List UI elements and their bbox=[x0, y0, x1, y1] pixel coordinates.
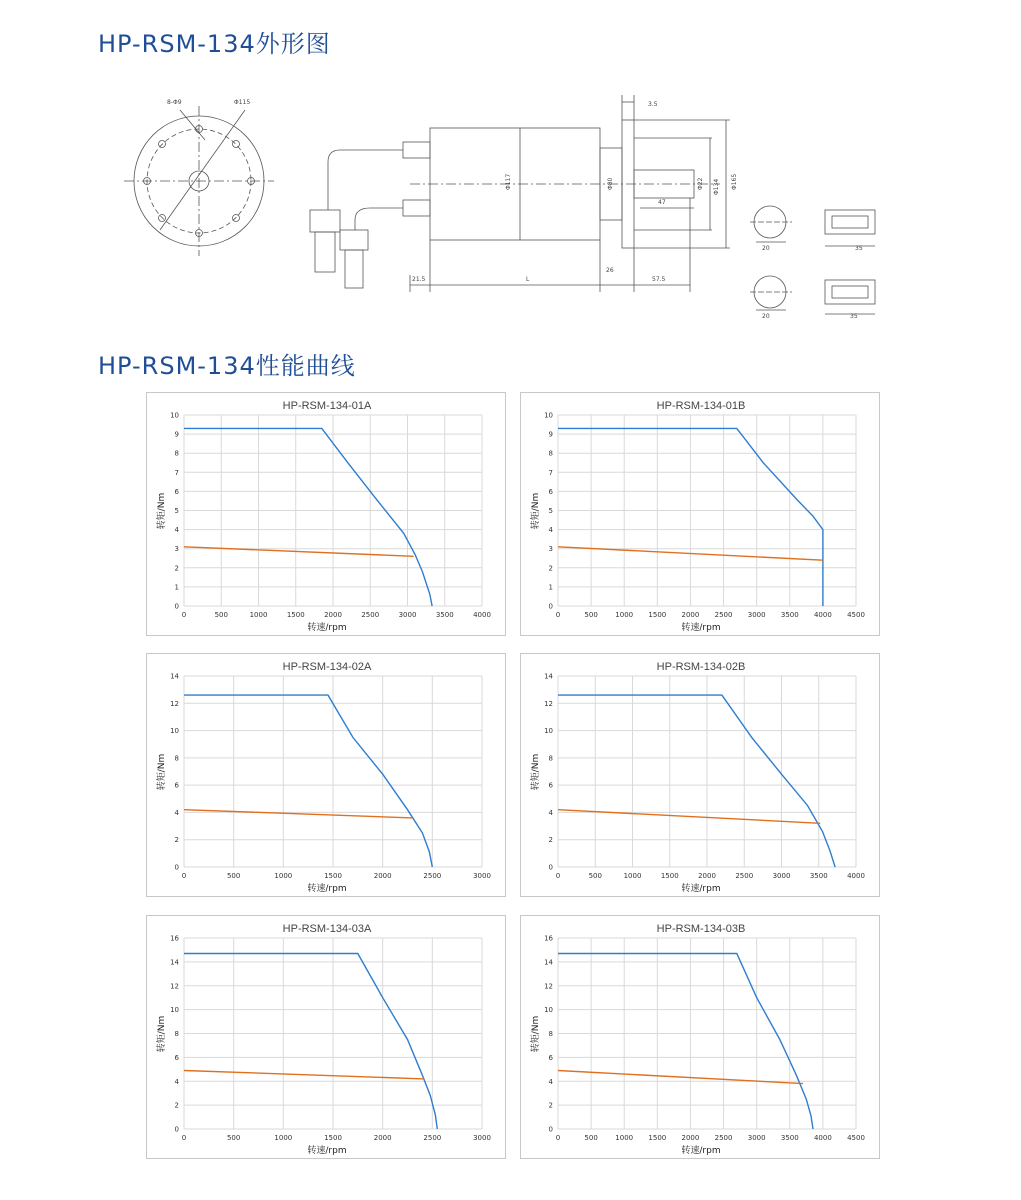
x-tick-label: 0 bbox=[181, 872, 187, 880]
y-tick-label: 14 bbox=[170, 672, 179, 681]
chart-title: HP-RSM-134-02A bbox=[282, 661, 372, 673]
y-tick-label: 6 bbox=[174, 1053, 179, 1062]
x-tick-label: 0 bbox=[181, 611, 187, 619]
y-tick-label: 0 bbox=[548, 602, 553, 611]
x-tick-label: 4500 bbox=[847, 1134, 865, 1142]
x-tick-label: 1500 bbox=[648, 611, 667, 619]
y-tick-label: 12 bbox=[170, 699, 179, 708]
y-tick-label: 5 bbox=[174, 507, 179, 515]
shaft-key-details bbox=[750, 206, 875, 320]
x-tick-label: 3000 bbox=[747, 611, 766, 619]
x-tick-label: 3000 bbox=[747, 1134, 766, 1142]
x-tick-label: 1000 bbox=[615, 1134, 634, 1142]
x-tick-label: 2000 bbox=[373, 872, 392, 880]
x-tick-label: 2000 bbox=[681, 1134, 700, 1142]
body-dia-label: Φ117 bbox=[505, 173, 512, 190]
shaft-dia-label: Φ22 bbox=[697, 177, 704, 190]
y-tick-label: 10 bbox=[544, 411, 553, 420]
y-tick-label: 16 bbox=[544, 934, 553, 943]
chart-title: HP-RSM-134-01B bbox=[656, 400, 746, 412]
x-axis-label: 转速/rpm bbox=[307, 623, 347, 633]
x-tick-label: 1000 bbox=[274, 872, 293, 880]
y-tick-label: 10 bbox=[544, 1006, 553, 1015]
y-tick-label: 4 bbox=[174, 808, 179, 817]
x-tick-label: 500 bbox=[584, 611, 598, 619]
y-axis-label: 转矩/Nm bbox=[157, 753, 167, 791]
series-line-continuous bbox=[184, 1071, 424, 1079]
x-tick-label: 0 bbox=[555, 611, 561, 619]
x-tick-label: 500 bbox=[214, 611, 228, 619]
y-tick-label: 9 bbox=[174, 430, 179, 439]
chart-svg bbox=[147, 916, 507, 1160]
y-tick-label: 12 bbox=[544, 699, 553, 708]
y-tick-label: 10 bbox=[170, 1006, 179, 1015]
y-tick-label: 2 bbox=[548, 836, 553, 845]
x-tick-label: 500 bbox=[584, 1134, 598, 1142]
x-tick-label: 2500 bbox=[423, 1134, 442, 1142]
x-tick-label: 2500 bbox=[423, 872, 442, 880]
x-tick-label: 1500 bbox=[286, 611, 305, 619]
x-axis-label: 转速/rpm bbox=[681, 884, 721, 894]
key-c-label: 20 bbox=[762, 313, 770, 320]
key-a-label: 20 bbox=[762, 245, 770, 252]
chart-svg bbox=[521, 654, 881, 898]
x-tick-label: 4500 bbox=[847, 611, 865, 619]
chart-svg bbox=[147, 654, 507, 898]
y-tick-label: 3 bbox=[174, 545, 179, 554]
x-tick-label: 0 bbox=[555, 1134, 561, 1142]
x-tick-label: 1000 bbox=[615, 611, 634, 619]
y-tick-label: 7 bbox=[548, 468, 553, 477]
chart-svg bbox=[521, 916, 881, 1160]
x-tick-label: 2000 bbox=[698, 872, 716, 880]
x-axis-label: 转速/rpm bbox=[307, 884, 347, 894]
y-tick-label: 14 bbox=[544, 958, 553, 967]
y-axis-label: 转矩/Nm bbox=[531, 1015, 541, 1053]
y-tick-label: 6 bbox=[174, 487, 179, 496]
x-tick-label: 2000 bbox=[681, 611, 700, 619]
x-tick-label: 500 bbox=[588, 872, 602, 880]
y-tick-label: 1 bbox=[174, 583, 179, 592]
body-len-label: L bbox=[526, 276, 530, 283]
series-line-peak bbox=[184, 695, 432, 867]
chart-title: HP-RSM-134-03B bbox=[656, 923, 746, 935]
outline-drawing bbox=[0, 80, 1021, 340]
y-tick-label: 10 bbox=[170, 411, 179, 420]
x-tick-label: 3500 bbox=[780, 611, 799, 619]
pcd-label: Φ115 bbox=[234, 99, 251, 106]
chart-01a bbox=[146, 392, 506, 636]
y-tick-label: 8 bbox=[548, 1030, 553, 1038]
boss-dia-label: Φ80 bbox=[607, 177, 614, 190]
chart-03b bbox=[520, 915, 880, 1159]
y-tick-label: 2 bbox=[174, 1101, 179, 1110]
chart-01b bbox=[520, 392, 880, 636]
flange-b-label: Φ165 bbox=[731, 173, 738, 190]
y-tick-label: 14 bbox=[544, 672, 553, 681]
y-axis-label: 转矩/Nm bbox=[157, 1015, 167, 1053]
x-tick-label: 3500 bbox=[780, 1134, 799, 1142]
series-line-continuous bbox=[184, 810, 413, 818]
y-tick-label: 0 bbox=[174, 863, 179, 872]
y-axis-label: 转矩/Nm bbox=[531, 492, 541, 530]
y-tick-label: 2 bbox=[548, 564, 553, 573]
x-tick-label: 4000 bbox=[473, 611, 491, 619]
chart-title: HP-RSM-134-01A bbox=[282, 400, 372, 412]
y-tick-label: 0 bbox=[548, 863, 553, 872]
chart-02a bbox=[146, 653, 506, 897]
y-tick-label: 4 bbox=[174, 526, 179, 535]
y-tick-label: 10 bbox=[544, 727, 553, 736]
series-line-peak bbox=[558, 695, 835, 867]
x-tick-label: 1500 bbox=[324, 1134, 342, 1142]
series-line-peak bbox=[184, 954, 437, 1130]
y-tick-label: 8 bbox=[174, 754, 179, 763]
y-tick-label: 2 bbox=[174, 564, 179, 573]
chart-03a bbox=[146, 915, 506, 1159]
y-tick-label: 6 bbox=[548, 1053, 553, 1062]
y-tick-label: 4 bbox=[548, 1077, 553, 1086]
y-tick-label: 7 bbox=[174, 468, 179, 477]
y-tick-label: 12 bbox=[544, 982, 553, 991]
x-axis-label: 转速/rpm bbox=[681, 1146, 721, 1156]
x-axis-label: 转速/rpm bbox=[307, 1146, 347, 1156]
chart-svg bbox=[521, 393, 881, 637]
x-tick-label: 500 bbox=[226, 1134, 241, 1142]
y-tick-label: 10 bbox=[170, 727, 179, 736]
chart-02b bbox=[520, 653, 880, 897]
y-axis-label: 转矩/Nm bbox=[157, 492, 167, 530]
holes-label: 8-Φ9 bbox=[167, 99, 182, 106]
performance-title: HP-RSM-134性能曲线 bbox=[98, 352, 356, 380]
x-tick-label: 2000 bbox=[324, 611, 342, 619]
x-tick-label: 3000 bbox=[772, 872, 791, 880]
x-tick-label: 0 bbox=[181, 1134, 187, 1142]
cable-len-label: 21.5 bbox=[412, 276, 426, 283]
series-line-continuous bbox=[558, 810, 820, 824]
x-tick-label: 1500 bbox=[648, 1134, 667, 1142]
x-tick-label: 0 bbox=[555, 872, 561, 880]
y-tick-label: 16 bbox=[170, 934, 179, 943]
y-tick-label: 2 bbox=[174, 836, 179, 845]
y-tick-label: 0 bbox=[174, 602, 179, 611]
y-tick-label: 1 bbox=[548, 583, 553, 592]
x-tick-label: 3500 bbox=[809, 872, 828, 880]
key-len-label: 47 bbox=[658, 199, 666, 206]
x-tick-label: 2500 bbox=[714, 611, 733, 619]
series-line-peak bbox=[558, 954, 813, 1130]
x-tick-label: 2500 bbox=[714, 1134, 733, 1142]
chart-svg bbox=[147, 393, 507, 637]
top-dim-label: 3.5 bbox=[648, 101, 658, 108]
x-tick-label: 1000 bbox=[623, 872, 642, 880]
y-tick-label: 5 bbox=[548, 507, 553, 515]
key-b-label: 35 bbox=[855, 245, 863, 252]
y-tick-label: 8 bbox=[548, 449, 553, 458]
y-tick-label: 6 bbox=[174, 781, 179, 790]
y-tick-label: 4 bbox=[548, 526, 553, 535]
y-tick-label: 2 bbox=[548, 1101, 553, 1110]
y-tick-label: 8 bbox=[174, 1030, 179, 1038]
chart-title: HP-RSM-134-03A bbox=[282, 923, 372, 935]
x-tick-label: 500 bbox=[226, 872, 241, 880]
y-tick-label: 6 bbox=[548, 487, 553, 496]
x-tick-label: 3000 bbox=[473, 1134, 491, 1142]
y-tick-label: 14 bbox=[170, 958, 179, 967]
y-tick-label: 6 bbox=[548, 781, 553, 790]
x-tick-label: 4000 bbox=[847, 872, 865, 880]
key-d-label: 35 bbox=[850, 313, 858, 320]
motor-side-view bbox=[310, 95, 738, 292]
y-tick-label: 0 bbox=[174, 1125, 179, 1134]
chart-title: HP-RSM-134-02B bbox=[656, 661, 746, 673]
x-tick-label: 2500 bbox=[735, 872, 754, 880]
x-tick-label: 3000 bbox=[398, 611, 417, 619]
y-tick-label: 9 bbox=[548, 430, 553, 439]
spigot-label: 26 bbox=[606, 267, 614, 274]
x-tick-label: 1000 bbox=[249, 611, 268, 619]
y-tick-label: 3 bbox=[548, 545, 553, 554]
y-tick-label: 4 bbox=[548, 808, 553, 817]
flange-front-view bbox=[124, 99, 274, 256]
dimension-title: HP-RSM-134外形图 bbox=[98, 30, 331, 58]
flange-a-label: Φ134 bbox=[713, 178, 720, 195]
x-tick-label: 1000 bbox=[274, 1134, 293, 1142]
x-tick-label: 2500 bbox=[361, 611, 380, 619]
x-axis-label: 转速/rpm bbox=[681, 623, 721, 633]
x-tick-label: 4000 bbox=[813, 611, 832, 619]
x-tick-label: 1500 bbox=[324, 872, 342, 880]
y-tick-label: 0 bbox=[548, 1125, 553, 1134]
x-tick-label: 4000 bbox=[813, 1134, 832, 1142]
x-tick-label: 1500 bbox=[660, 872, 679, 880]
shaft-len-label: 57.5 bbox=[652, 276, 666, 283]
y-tick-label: 8 bbox=[174, 449, 179, 458]
y-tick-label: 4 bbox=[174, 1077, 179, 1086]
x-tick-label: 3500 bbox=[435, 611, 454, 619]
x-tick-label: 2000 bbox=[373, 1134, 392, 1142]
x-tick-label: 3000 bbox=[473, 872, 491, 880]
y-axis-label: 转矩/Nm bbox=[531, 753, 541, 791]
y-tick-label: 8 bbox=[548, 754, 553, 763]
y-tick-label: 12 bbox=[170, 982, 179, 991]
